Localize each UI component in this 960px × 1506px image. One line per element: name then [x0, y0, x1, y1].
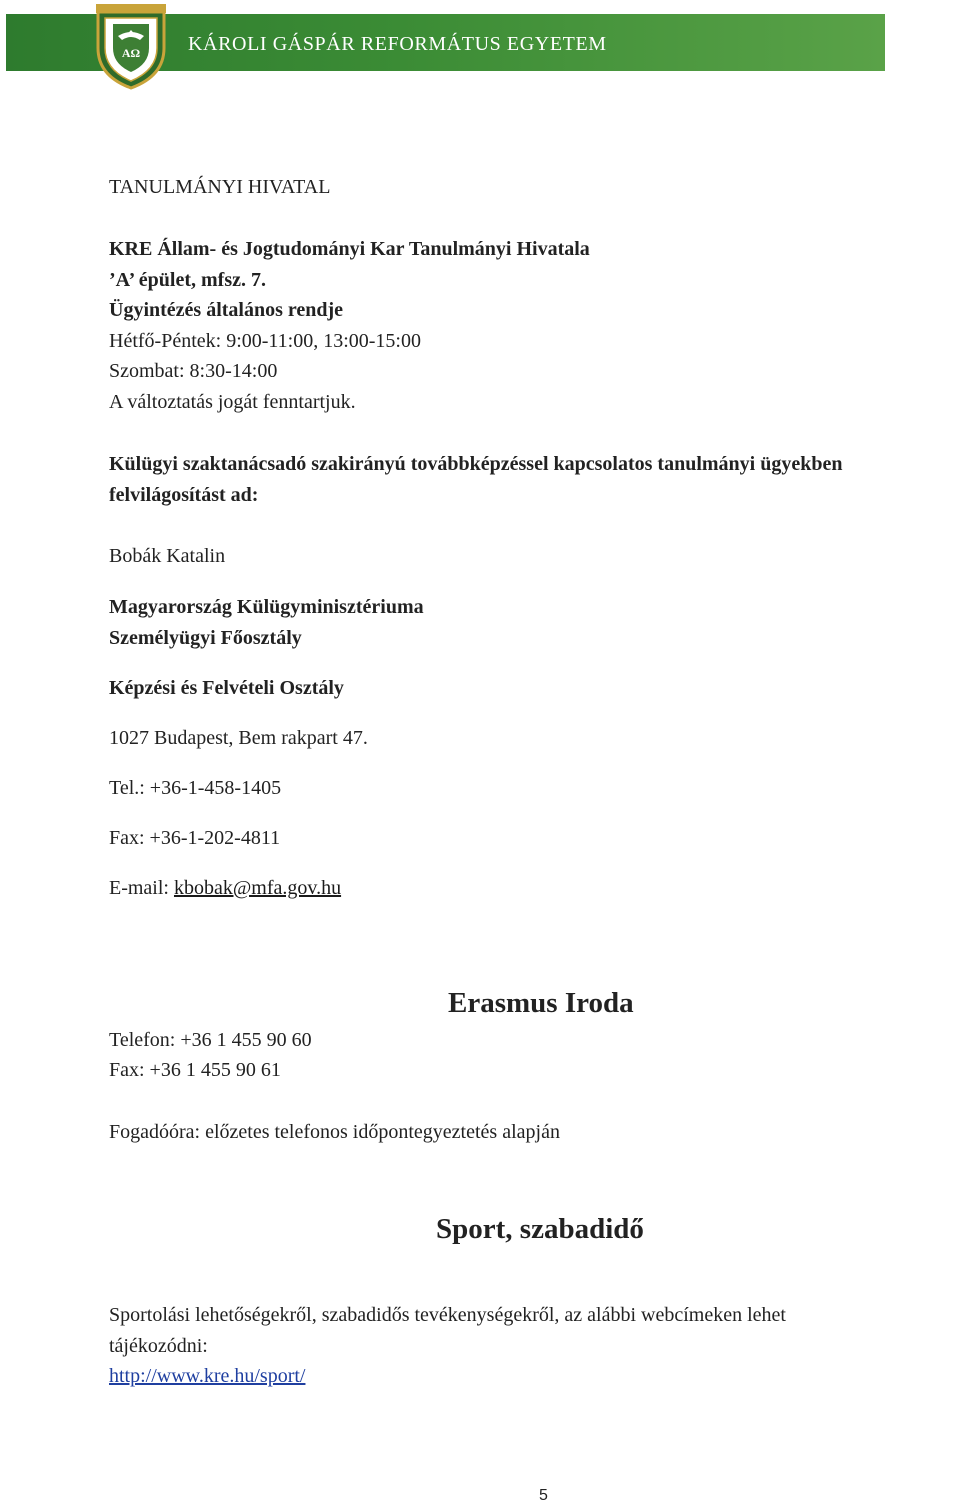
contact-department: Képzési és Felvételi Osztály: [109, 677, 344, 699]
sport-text-line1: Sportolási lehetőségekről, szabadidős tevékenységekről, az alábbi webcímeken lehet: [109, 1304, 786, 1326]
erasmus-reception: Fogadóóra: előzetes telefonos időpontegyeztetés alapján: [109, 1121, 560, 1143]
sport-url-link[interactable]: http://www.kre.hu/sport/: [109, 1365, 306, 1387]
office-name: KRE Állam- és Jogtudományi Kar Tanulmányi Hivatala: [109, 238, 590, 260]
contact-intro-line2: felvilágosítást ad:: [109, 484, 259, 506]
email-label: E-mail:: [109, 877, 174, 899]
contact-address: 1027 Budapest, Bem rakpart 47.: [109, 727, 368, 749]
hours-weekday: Hétfő-Péntek: 9:00-11:00, 13:00-15:00: [109, 330, 421, 352]
contact-person: Bobák Katalin: [109, 545, 226, 567]
office-location: ’A’ épület, mfsz. 7.: [109, 269, 266, 291]
hours-heading: Ügyintézés általános rendje: [109, 299, 344, 321]
university-seal-icon: [92, 2, 170, 90]
sport-title: Sport, szabadidő: [436, 1213, 644, 1245]
erasmus-phone: Telefon: +36 1 455 90 60: [109, 1029, 312, 1051]
contact-tel: Tel.: +36-1-458-1405: [109, 777, 282, 799]
svg-text:AΩ: AΩ: [121, 46, 141, 60]
contact-org-line1: Magyarország Külügyminisztériuma: [109, 596, 424, 618]
erasmus-title: Erasmus Iroda: [448, 987, 634, 1019]
contact-intro-line1: Külügyi szaktanácsadó szakirányú továbbképzéssel kapcsolatos tanulmányi ügyekben: [109, 453, 843, 475]
contact-org-line2: Személyügyi Főosztály: [109, 627, 302, 649]
erasmus-fax: Fax: +36 1 455 90 61: [109, 1059, 281, 1081]
page-title: TANULMÁNYI HIVATAL: [109, 176, 331, 198]
page-number: 5: [539, 1487, 548, 1504]
sport-text-line2: tájékozódni:: [109, 1335, 208, 1357]
office-note: A változtatás jogát fenntartjuk.: [109, 391, 356, 413]
contact-fax: Fax: +36-1-202-4811: [109, 827, 281, 849]
email-link[interactable]: kbobak@mfa.gov.hu: [173, 877, 342, 899]
contact-email-row: [109, 876, 341, 900]
hours-saturday: Szombat: 8:30-14:00: [109, 360, 278, 382]
university-name: KÁROLI GÁSPÁR REFORMÁTUS EGYETEM: [188, 33, 607, 55]
